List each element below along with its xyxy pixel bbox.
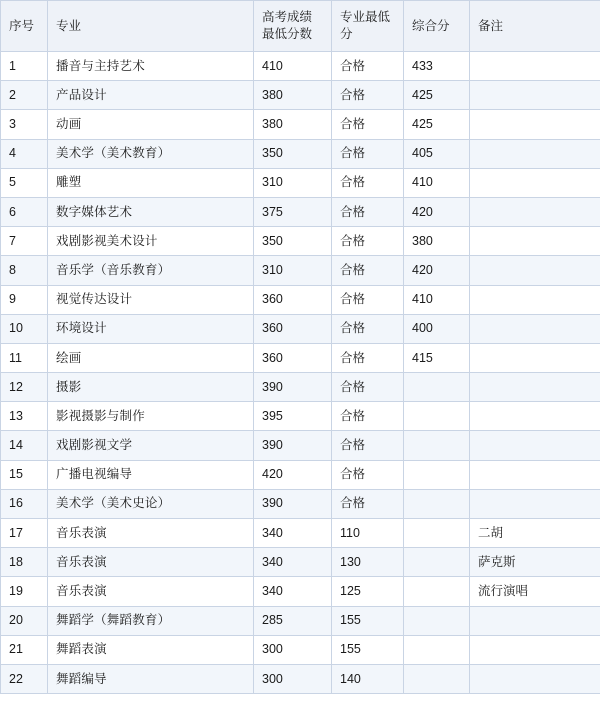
cell-note — [470, 664, 600, 693]
cell-index: 14 — [1, 431, 48, 460]
cell-total — [404, 373, 470, 402]
table-row — [1, 81, 600, 110]
cell-index: 2 — [1, 81, 48, 110]
table-row — [1, 285, 600, 314]
cell-index: 7 — [1, 227, 48, 256]
cell-gaokao: 390 — [254, 431, 332, 460]
cell-note — [470, 460, 600, 489]
cell-total: 425 — [404, 81, 470, 110]
cell-note — [470, 343, 600, 372]
cell-major-min: 合格 — [332, 314, 404, 343]
cell-index: 20 — [1, 606, 48, 635]
cell-total: 425 — [404, 110, 470, 139]
cell-major: 环境设计 — [48, 314, 254, 343]
cell-total — [404, 402, 470, 431]
cell-gaokao: 380 — [254, 81, 332, 110]
table-row — [1, 256, 600, 285]
column-header-total-label: 综合分 — [412, 18, 450, 33]
cell-total — [404, 489, 470, 518]
table-row — [1, 548, 600, 577]
table-row — [1, 110, 600, 139]
cell-index: 12 — [1, 373, 48, 402]
cell-note: 二胡 — [470, 519, 600, 548]
cell-major: 视觉传达设计 — [48, 285, 254, 314]
cell-note — [470, 285, 600, 314]
table-row — [1, 139, 600, 168]
cell-gaokao: 395 — [254, 402, 332, 431]
cell-total: 433 — [404, 52, 470, 81]
cell-major: 美术学（美术史论） — [48, 489, 254, 518]
cell-gaokao: 360 — [254, 314, 332, 343]
table-row — [1, 489, 600, 518]
cell-note — [470, 139, 600, 168]
cell-major: 绘画 — [48, 343, 254, 372]
cell-major-min: 合格 — [332, 373, 404, 402]
cell-major-min: 合格 — [332, 343, 404, 372]
cell-gaokao: 300 — [254, 635, 332, 664]
cell-major: 戏剧影视文学 — [48, 431, 254, 460]
cell-major-min: 合格 — [332, 168, 404, 197]
cell-major: 动画 — [48, 110, 254, 139]
cell-note — [470, 168, 600, 197]
cell-index: 16 — [1, 489, 48, 518]
cell-total: 380 — [404, 227, 470, 256]
cell-total: 415 — [404, 343, 470, 372]
cell-total: 420 — [404, 197, 470, 226]
table-row — [1, 519, 600, 548]
cell-gaokao: 390 — [254, 489, 332, 518]
cell-major: 雕塑 — [48, 168, 254, 197]
cell-major-min: 125 — [332, 577, 404, 606]
cell-note — [470, 227, 600, 256]
table-row — [1, 314, 600, 343]
cell-major-min: 合格 — [332, 52, 404, 81]
cell-total — [404, 519, 470, 548]
cell-total — [404, 664, 470, 693]
column-header-gaokao — [254, 1, 332, 52]
cell-note: 萨克斯 — [470, 548, 600, 577]
cell-index: 6 — [1, 197, 48, 226]
cell-note — [470, 110, 600, 139]
cell-major: 播音与主持艺术 — [48, 52, 254, 81]
cell-major: 舞蹈学（舞蹈教育） — [48, 606, 254, 635]
cell-note — [470, 373, 600, 402]
column-header-gaokao-label: 高考成绩最低分数 — [262, 10, 313, 41]
table-header — [1, 1, 600, 52]
cell-index: 17 — [1, 519, 48, 548]
cell-note — [470, 402, 600, 431]
cell-gaokao: 360 — [254, 343, 332, 372]
cell-gaokao: 340 — [254, 548, 332, 577]
table-row — [1, 606, 600, 635]
cell-total: 410 — [404, 285, 470, 314]
cell-total: 405 — [404, 139, 470, 168]
cell-major-min: 合格 — [332, 256, 404, 285]
cell-gaokao: 360 — [254, 285, 332, 314]
cell-major-min: 合格 — [332, 197, 404, 226]
cell-gaokao: 310 — [254, 256, 332, 285]
table-body — [1, 52, 600, 694]
column-header-major-min-label: 专业最低分 — [340, 10, 391, 41]
cell-major: 产品设计 — [48, 81, 254, 110]
cell-major: 美术学（美术教育） — [48, 139, 254, 168]
cell-major: 音乐表演 — [48, 577, 254, 606]
cell-major-min: 合格 — [332, 489, 404, 518]
column-header-major — [48, 1, 254, 52]
cell-total: 420 — [404, 256, 470, 285]
cell-major: 数字媒体艺术 — [48, 197, 254, 226]
cell-gaokao: 380 — [254, 110, 332, 139]
cell-major-min: 合格 — [332, 402, 404, 431]
cell-index: 5 — [1, 168, 48, 197]
cell-gaokao: 420 — [254, 460, 332, 489]
cell-major: 影视摄影与制作 — [48, 402, 254, 431]
column-header-major-label: 专业 — [56, 18, 82, 33]
cell-major-min: 合格 — [332, 431, 404, 460]
column-header-total — [404, 1, 470, 52]
cell-note — [470, 52, 600, 81]
cell-note — [470, 81, 600, 110]
cell-major-min: 155 — [332, 606, 404, 635]
cell-index: 3 — [1, 110, 48, 139]
table-row — [1, 168, 600, 197]
cell-total — [404, 548, 470, 577]
table-row — [1, 343, 600, 372]
table-row — [1, 52, 600, 81]
cell-index: 18 — [1, 548, 48, 577]
cell-total — [404, 431, 470, 460]
cell-note — [470, 606, 600, 635]
cell-gaokao: 390 — [254, 373, 332, 402]
cell-major-min: 合格 — [332, 81, 404, 110]
cell-total: 410 — [404, 168, 470, 197]
cell-gaokao: 410 — [254, 52, 332, 81]
cell-index: 22 — [1, 664, 48, 693]
table-row — [1, 635, 600, 664]
cell-major-min: 合格 — [332, 110, 404, 139]
cell-index: 10 — [1, 314, 48, 343]
cell-major: 舞蹈表演 — [48, 635, 254, 664]
cell-note — [470, 314, 600, 343]
cell-note — [470, 256, 600, 285]
cell-major-min: 合格 — [332, 460, 404, 489]
table-row — [1, 577, 600, 606]
cell-total — [404, 577, 470, 606]
cell-major: 音乐表演 — [48, 548, 254, 577]
table-row — [1, 197, 600, 226]
cell-major: 广播电视编导 — [48, 460, 254, 489]
cell-gaokao: 350 — [254, 139, 332, 168]
column-header-major-min — [332, 1, 404, 52]
cell-major-min: 合格 — [332, 285, 404, 314]
table-header-row — [1, 1, 600, 52]
cell-index: 8 — [1, 256, 48, 285]
column-header-index-label: 序号 — [9, 18, 35, 33]
cell-index: 21 — [1, 635, 48, 664]
cell-gaokao: 340 — [254, 519, 332, 548]
cell-note — [470, 489, 600, 518]
cell-major-min: 合格 — [332, 227, 404, 256]
table-row — [1, 227, 600, 256]
cell-major: 音乐表演 — [48, 519, 254, 548]
column-header-note-label: 备注 — [478, 18, 504, 33]
cell-major: 舞蹈编导 — [48, 664, 254, 693]
cell-index: 9 — [1, 285, 48, 314]
cell-gaokao: 285 — [254, 606, 332, 635]
cell-index: 15 — [1, 460, 48, 489]
cell-major-min: 合格 — [332, 139, 404, 168]
table-row — [1, 460, 600, 489]
table-row — [1, 402, 600, 431]
cell-total — [404, 635, 470, 664]
cell-note — [470, 635, 600, 664]
cell-major-min: 110 — [332, 519, 404, 548]
cell-gaokao: 350 — [254, 227, 332, 256]
cell-major: 摄影 — [48, 373, 254, 402]
cell-total — [404, 606, 470, 635]
column-header-note — [470, 1, 600, 52]
cell-index: 4 — [1, 139, 48, 168]
cell-note: 流行演唱 — [470, 577, 600, 606]
cell-gaokao: 340 — [254, 577, 332, 606]
cell-gaokao: 300 — [254, 664, 332, 693]
cell-gaokao: 310 — [254, 168, 332, 197]
table-row — [1, 664, 600, 693]
table-row — [1, 431, 600, 460]
cell-major: 音乐学（音乐教育） — [48, 256, 254, 285]
column-header-index — [1, 1, 48, 52]
cell-gaokao: 375 — [254, 197, 332, 226]
cell-note — [470, 431, 600, 460]
cell-total: 400 — [404, 314, 470, 343]
cell-index: 11 — [1, 343, 48, 372]
cell-major: 戏剧影视美术设计 — [48, 227, 254, 256]
cell-index: 1 — [1, 52, 48, 81]
cell-index: 19 — [1, 577, 48, 606]
cell-total — [404, 460, 470, 489]
cell-major-min: 140 — [332, 664, 404, 693]
cell-major-min: 130 — [332, 548, 404, 577]
table-row — [1, 373, 600, 402]
cell-index: 13 — [1, 402, 48, 431]
cell-major-min: 155 — [332, 635, 404, 664]
cell-note — [470, 197, 600, 226]
